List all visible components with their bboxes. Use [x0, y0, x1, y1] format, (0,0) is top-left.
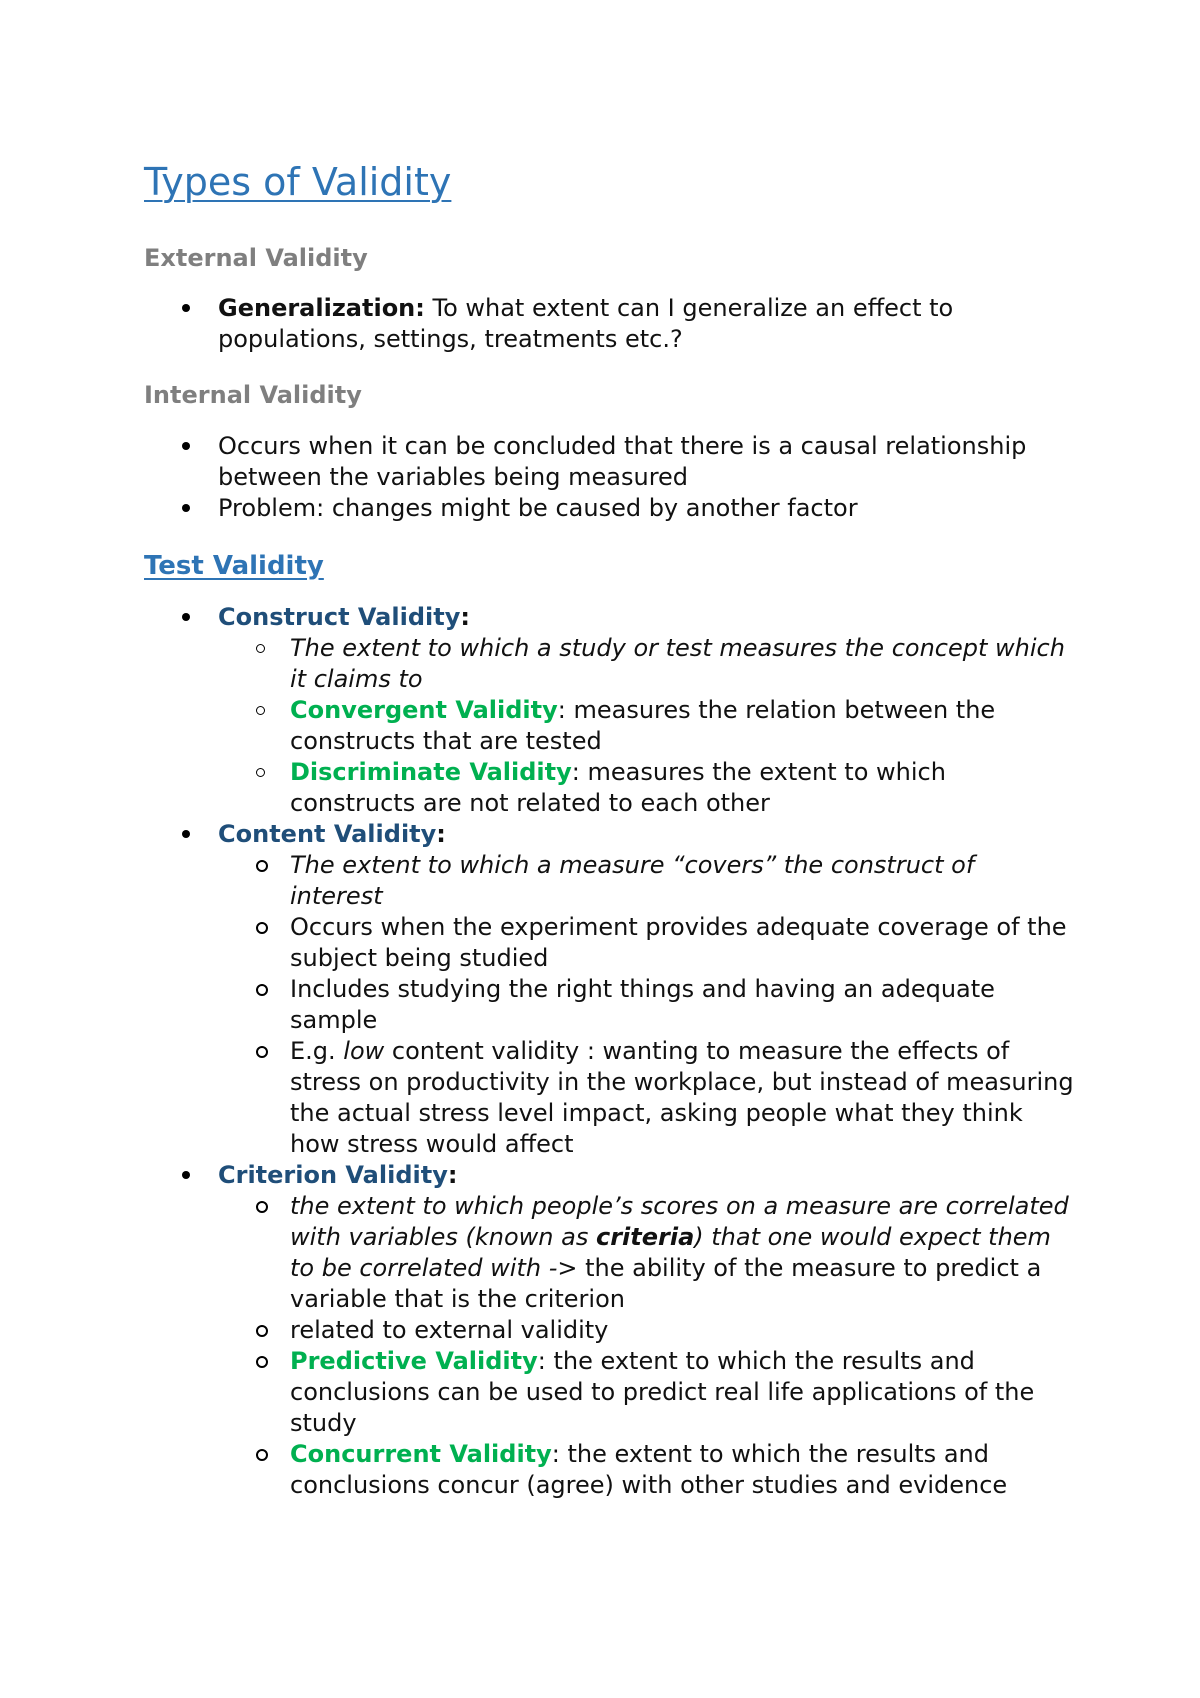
list-item [144, 293, 1074, 355]
list-item [144, 431, 1074, 493]
bullet-icon [182, 1171, 190, 1179]
page-title: Types of Validity [144, 160, 452, 204]
criterion-definition-pre: the extent to which people’s scores on a measure are correlated with variables (known as [290, 1192, 1069, 1252]
list-item [144, 912, 1074, 974]
bullet-icon [182, 442, 190, 450]
list-item [144, 1439, 1074, 1501]
concurrent-validity-term: Concurrent Validity [290, 1440, 552, 1469]
document-body [144, 160, 1074, 1525]
construct-validity-item [144, 602, 1074, 819]
discriminate-validity-term: Discriminate Validity [290, 758, 572, 787]
criterion-definition-tail: the ability of the measure to predict a variable that is the criterion [290, 1254, 1042, 1314]
list-item [144, 695, 1074, 757]
criteria-term: criteria [595, 1223, 695, 1252]
circle-bullet-icon [256, 860, 268, 872]
circle-bullet-icon [256, 922, 268, 934]
generalization-term: Generalization: [218, 294, 425, 323]
bullet-icon [182, 504, 190, 512]
criterion-item-text: related to external validity [290, 1316, 609, 1345]
list-item [144, 1346, 1074, 1439]
convergent-validity-text: : measures the relation between the constructs that are tested [290, 696, 996, 756]
criterion-validity-term: Criterion Validity [218, 1161, 448, 1190]
list-item [144, 850, 1074, 912]
circle-bullet-icon [256, 1449, 268, 1461]
example-italic: low [343, 1037, 385, 1066]
internal-item-text: Problem: changes might be caused by another factor [218, 493, 858, 522]
list-item [144, 1036, 1074, 1160]
construct-sublist [218, 633, 1074, 819]
concurrent-validity-text: : the extent to which the results and conclusions concur (agree) with other studies and evidence [290, 1440, 1008, 1500]
circle-bullet-icon [256, 1356, 268, 1368]
content-validity-term: Content Validity [218, 820, 437, 849]
content-sublist [218, 850, 1074, 1160]
content-definition: The extent to which a measure “covers” the construct of interest [290, 851, 975, 911]
colon: : [447, 1161, 458, 1190]
criterion-definition-post: ) that one would expect them to be correlated with -> [290, 1223, 1051, 1283]
circle-bullet-icon [256, 644, 265, 653]
example-prefix: E.g. [290, 1037, 344, 1066]
list-item [144, 1315, 1074, 1346]
internal-validity-heading: Internal Validity [144, 381, 362, 410]
list-item [144, 493, 1074, 524]
test-validity-heading: Test Validity [144, 550, 324, 581]
circle-bullet-icon [256, 1325, 268, 1337]
circle-bullet-icon [256, 1046, 268, 1058]
external-validity-heading: External Validity [144, 243, 368, 272]
content-item-text: Occurs when the experiment provides adequate coverage of the subject being studied [290, 913, 1067, 973]
circle-bullet-icon [256, 706, 265, 715]
predictive-validity-term: Predictive Validity [290, 1347, 538, 1376]
criterion-sublist [218, 1191, 1074, 1501]
construct-validity-term: Construct Validity [218, 603, 461, 632]
bullet-icon [182, 304, 190, 312]
internal-validity-list [144, 431, 1074, 524]
bullet-icon [182, 613, 190, 621]
external-validity-list [144, 293, 1074, 355]
bullet-icon [182, 830, 190, 838]
construct-definition: The extent to which a study or test measures the concept which it claims to [290, 634, 1065, 694]
criterion-validity-item [144, 1160, 1074, 1501]
content-validity-item [144, 819, 1074, 1160]
list-item [144, 757, 1074, 819]
circle-bullet-icon [256, 984, 268, 996]
content-item-text: Includes studying the right things and having an adequate sample [290, 975, 995, 1035]
circle-bullet-icon [256, 768, 265, 777]
generalization-text: To what extent can I generalize an effect to populations, settings, treatments etc.? [218, 294, 954, 354]
colon: : [460, 603, 470, 632]
list-item [144, 1191, 1074, 1315]
predictive-validity-text: : the extent to which the results and conclusions can be used to predict real life applications of the study [290, 1347, 1035, 1438]
example-text: content validity : wanting to measure the effects of stress on productivity in the workplace, but instead of measuring the actual stress level impact, asking people what they think how stress would affect [290, 1037, 1074, 1159]
test-validity-list [144, 602, 1074, 1501]
colon: : [436, 820, 446, 849]
list-item [144, 974, 1074, 1036]
circle-bullet-icon [256, 1201, 268, 1213]
list-item [144, 633, 1074, 695]
discriminate-validity-text: : measures the extent to which constructs are not related to each other [290, 758, 946, 818]
internal-item-text: Occurs when it can be concluded that there is a causal relationship between the variables being measured [218, 431, 1027, 491]
convergent-validity-term: Convergent Validity [290, 696, 558, 725]
